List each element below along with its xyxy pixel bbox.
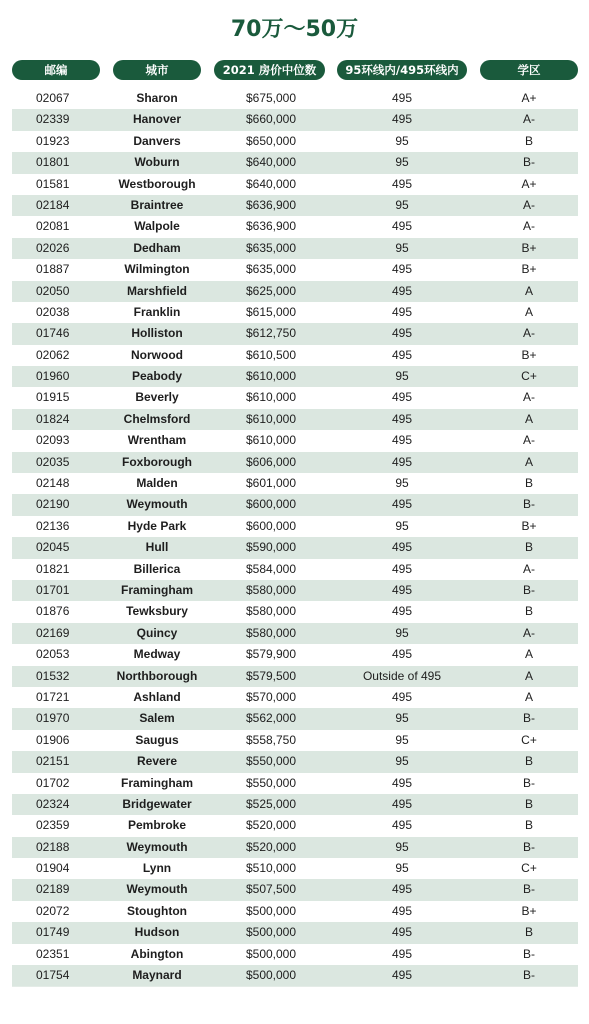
table-row	[12, 366, 578, 387]
price-cell: $510,000	[245, 861, 297, 876]
price-cell: $610,000	[245, 433, 297, 448]
table-row	[12, 281, 578, 302]
city-cell: Sharon	[136, 91, 178, 105]
zip-cell: 01532	[36, 668, 70, 683]
city-cell: Beverly	[135, 390, 179, 405]
city-cell: Chelmsford	[123, 411, 191, 426]
school-district-cell: B-	[523, 155, 535, 170]
table-row	[12, 559, 578, 580]
price-cell: $636,900	[245, 219, 297, 234]
city-cell: Woburn	[134, 155, 180, 170]
ring-cell: 95	[395, 625, 409, 640]
price-cell: $550,000	[245, 775, 297, 790]
ring-cell: 495	[391, 411, 413, 426]
city-cell: Revere	[136, 754, 178, 769]
ring-cell: 495	[391, 433, 413, 448]
zip-cell: 02045	[36, 540, 70, 555]
city-cell: Norwood	[131, 347, 183, 362]
ring-cell: 495	[391, 540, 413, 555]
zip-cell: 01746	[36, 326, 70, 341]
school-district-cell: B-	[523, 775, 535, 790]
table-row	[12, 494, 578, 515]
table-row	[12, 601, 578, 622]
table-row	[12, 302, 578, 323]
city-cell: Peabody	[131, 369, 182, 384]
price-cell: $625,000	[245, 283, 297, 298]
ring-cell: 495	[391, 176, 413, 191]
school-district-cell: B	[524, 925, 533, 940]
school-district-cell: B+	[521, 240, 537, 255]
table-row	[12, 131, 578, 152]
price-cell: $635,000	[245, 240, 297, 255]
zip-cell: 01821	[36, 561, 70, 576]
school-district-cell: A	[524, 689, 533, 704]
school-district-cell: A-	[523, 219, 535, 234]
ring-cell: 495	[391, 390, 413, 405]
price-cell: $520,000	[245, 818, 297, 833]
school-district-cell: B-	[523, 968, 535, 983]
price-cell: $600,000	[245, 518, 297, 533]
ring-cell: 495	[391, 219, 413, 234]
table-row	[12, 687, 578, 708]
school-district-cell: B-	[523, 839, 535, 854]
price-cell: $635,000	[245, 262, 297, 277]
price-cell: $636,900	[245, 197, 297, 212]
zip-cell: 02184	[36, 197, 70, 212]
city-cell: Hudson	[134, 925, 180, 940]
school-district-cell: B	[524, 604, 533, 619]
price-cell: $500,000	[245, 946, 297, 961]
ring-cell: 495	[391, 283, 413, 298]
ring-cell: 495	[391, 796, 413, 811]
zip-cell: 01801	[36, 155, 70, 170]
ring-cell: 495	[391, 882, 413, 897]
ring-cell: 95	[395, 369, 409, 384]
table-row	[12, 387, 578, 408]
city-cell: Weymouth	[126, 497, 188, 512]
price-cell: $580,000	[245, 625, 297, 640]
header-ring: 95环线内/495环线内	[337, 60, 467, 80]
city-cell: Malden	[136, 476, 178, 491]
table-row	[12, 409, 578, 430]
table-row	[12, 730, 578, 751]
table-row	[12, 794, 578, 815]
price-cell: $650,000	[245, 133, 297, 148]
price-cell: $558,750	[245, 732, 297, 747]
page-title: 70万～50万	[230, 17, 359, 42]
price-cell: $601,000	[245, 476, 297, 491]
school-district-cell: A	[524, 647, 533, 662]
price-cell: $570,000	[245, 689, 297, 704]
zip-cell: 02038	[36, 304, 70, 319]
ring-cell: 495	[391, 818, 413, 833]
city-cell: Weymouth	[126, 839, 188, 854]
price-cell: $590,000	[245, 540, 297, 555]
school-district-cell: A-	[523, 326, 535, 341]
price-cell: $580,000	[245, 604, 297, 619]
zip-cell: 01876	[36, 604, 70, 619]
table-bottom-divider	[12, 986, 578, 987]
ring-cell: 495	[391, 304, 413, 319]
school-district-cell: C+	[521, 861, 537, 876]
table-row	[12, 837, 578, 858]
zip-cell: 02148	[36, 476, 70, 491]
zip-cell: 02359	[36, 818, 70, 833]
school-district-cell: B+	[521, 903, 537, 918]
school-district-cell: B+	[521, 262, 537, 277]
school-district-cell: B+	[521, 347, 537, 362]
school-district-cell: B-	[523, 882, 535, 897]
ring-cell: 95	[395, 754, 409, 769]
price-cell: $640,000	[245, 176, 297, 191]
ring-cell: 495	[391, 582, 413, 597]
school-district-cell: A-	[523, 112, 535, 127]
table-row	[12, 773, 578, 794]
school-district-cell: A	[524, 668, 533, 683]
table-row	[12, 174, 578, 195]
price-cell: $550,000	[245, 754, 297, 769]
school-district-cell: B	[524, 540, 533, 555]
city-cell: Holliston	[131, 326, 183, 341]
zip-cell: 01702	[36, 775, 70, 790]
city-cell: Wrentham	[127, 433, 187, 448]
price-cell: $660,000	[245, 112, 297, 127]
zip-cell: 02351	[36, 946, 70, 961]
zip-cell: 02189	[36, 882, 70, 897]
zip-cell: 01904	[36, 861, 70, 876]
price-cell: $579,500	[245, 668, 297, 683]
zip-cell: 01906	[36, 732, 70, 747]
ring-cell: 495	[391, 112, 413, 127]
table-row	[12, 473, 578, 494]
city-cell: Hanover	[132, 112, 182, 127]
zip-cell: 01887	[36, 262, 70, 277]
price-cell: $500,000	[245, 968, 297, 983]
zip-cell: 01581	[36, 176, 70, 191]
ring-cell: 495	[391, 946, 413, 961]
zip-cell: 01701	[36, 582, 70, 597]
ring-cell: Outside of 495	[362, 668, 442, 683]
zip-cell: 02324	[36, 796, 70, 811]
zip-cell: 02035	[36, 454, 70, 469]
city-cell: Quincy	[136, 625, 178, 640]
zip-cell: 01824	[36, 411, 70, 426]
header-city: 城市	[113, 60, 201, 80]
zip-cell: 02169	[36, 625, 70, 640]
price-cell: $610,500	[245, 347, 297, 362]
ring-cell: 495	[391, 604, 413, 619]
zip-cell: 01749	[36, 925, 70, 940]
table-row	[12, 922, 578, 943]
city-cell: Saugus	[135, 732, 179, 747]
school-district-cell: B	[524, 754, 533, 769]
city-cell: Danvers	[133, 133, 181, 148]
city-cell: Northborough	[116, 668, 198, 683]
city-cell: Medway	[133, 647, 181, 662]
zip-cell: 02190	[36, 497, 70, 512]
table-row	[12, 452, 578, 473]
table-row	[12, 965, 578, 986]
city-cell: Stoughton	[127, 903, 187, 918]
city-cell: Billerica	[133, 561, 181, 576]
school-district-cell: B	[524, 476, 533, 491]
city-cell: Maynard	[132, 968, 182, 983]
ring-cell: 495	[391, 903, 413, 918]
school-district-cell: B-	[523, 497, 535, 512]
table-row	[12, 195, 578, 216]
zip-cell: 02050	[36, 283, 70, 298]
school-district-cell: B-	[523, 946, 535, 961]
city-cell: Pembroke	[127, 818, 187, 833]
ring-cell: 495	[391, 497, 413, 512]
zip-cell: 02081	[36, 219, 70, 234]
header-price: 2021 房价中位数	[214, 60, 325, 80]
table-row	[12, 88, 578, 109]
zip-cell: 02093	[36, 433, 70, 448]
zip-cell: 02062	[36, 347, 70, 362]
ring-cell: 495	[391, 775, 413, 790]
ring-cell: 95	[395, 476, 409, 491]
zip-cell: 02053	[36, 647, 70, 662]
header-zip: 邮编	[12, 60, 100, 80]
ring-cell: 495	[391, 689, 413, 704]
ring-cell: 95	[395, 197, 409, 212]
table-row	[12, 858, 578, 879]
school-district-cell: B-	[523, 582, 535, 597]
city-cell: Dedham	[133, 240, 181, 255]
price-cell: $615,000	[245, 304, 297, 319]
ring-cell: 95	[395, 518, 409, 533]
city-cell: Bridgewater	[122, 796, 192, 811]
zip-cell: 02339	[36, 112, 70, 127]
zip-cell: 02067	[36, 91, 70, 105]
school-district-cell: B-	[523, 711, 535, 726]
zip-cell: 02072	[36, 903, 70, 918]
school-district-cell: A-	[523, 197, 535, 212]
ring-cell: 495	[391, 647, 413, 662]
school-district-cell: A-	[523, 390, 535, 405]
school-district-cell: A	[524, 304, 533, 319]
city-cell: Abington	[130, 946, 184, 961]
header-school: 学区	[480, 60, 578, 80]
zip-cell: 01923	[36, 133, 70, 148]
city-cell: Wilmington	[124, 262, 190, 277]
table-row	[12, 580, 578, 601]
table-row	[12, 516, 578, 537]
city-cell: Hull	[145, 540, 169, 555]
ring-cell: 495	[391, 91, 413, 105]
table-row	[12, 259, 578, 280]
city-cell: Foxborough	[122, 454, 192, 469]
school-district-cell: B	[524, 818, 533, 833]
price-cell: $584,000	[245, 561, 297, 576]
city-cell: Franklin	[133, 304, 181, 319]
price-cell: $507,500	[245, 882, 297, 897]
school-district-cell: C+	[521, 369, 537, 384]
price-cell: $606,000	[245, 454, 297, 469]
city-cell: Walpole	[134, 219, 180, 234]
price-cell: $610,000	[245, 369, 297, 384]
ring-cell: 95	[395, 861, 409, 876]
city-cell: Framingham	[120, 775, 193, 790]
zip-cell: 01960	[36, 369, 70, 384]
ring-cell: 495	[391, 925, 413, 940]
table-row	[12, 152, 578, 173]
table-row	[12, 708, 578, 729]
price-cell: $562,000	[245, 711, 297, 726]
zip-cell: 01915	[36, 390, 70, 405]
school-district-cell: A-	[523, 433, 535, 448]
school-district-cell: A-	[523, 561, 535, 576]
ring-cell: 495	[391, 326, 413, 341]
ring-cell: 95	[395, 133, 409, 148]
city-cell: Westborough	[118, 176, 196, 191]
ring-cell: 495	[391, 347, 413, 362]
price-cell: $580,000	[245, 582, 297, 597]
school-district-cell: B+	[521, 518, 537, 533]
zip-cell: 01754	[36, 968, 70, 983]
price-cell: $520,000	[245, 839, 297, 854]
city-cell: Braintree	[130, 197, 184, 212]
table-row	[12, 430, 578, 451]
table-row	[12, 323, 578, 344]
school-district-cell: B	[524, 133, 533, 148]
ring-cell: 495	[391, 262, 413, 277]
table-row	[12, 815, 578, 836]
school-district-cell: A	[524, 411, 533, 426]
school-district-cell: A+	[521, 176, 537, 191]
table-row	[12, 879, 578, 900]
zip-cell: 02188	[36, 839, 70, 854]
ring-cell: 95	[395, 732, 409, 747]
price-cell: $610,000	[245, 390, 297, 405]
ring-cell: 95	[395, 155, 409, 170]
city-cell: Framingham	[120, 582, 193, 597]
table-header	[0, 60, 589, 80]
school-district-cell: C+	[521, 732, 537, 747]
zip-cell: 02026	[36, 240, 70, 255]
ring-cell: 495	[391, 561, 413, 576]
table-row	[12, 623, 578, 644]
price-cell: $500,000	[245, 925, 297, 940]
city-cell: Salem	[139, 711, 175, 726]
price-cell: $640,000	[245, 155, 297, 170]
table-row	[12, 109, 578, 130]
city-cell: Marshfield	[126, 283, 187, 298]
city-cell: Lynn	[142, 861, 172, 876]
price-cell: $600,000	[245, 497, 297, 512]
zip-cell: 02151	[36, 754, 70, 769]
table-row	[12, 216, 578, 237]
table-row	[12, 666, 578, 687]
table-row	[12, 345, 578, 366]
school-district-cell: A	[524, 454, 533, 469]
ring-cell: 495	[391, 454, 413, 469]
city-cell: Weymouth	[126, 882, 188, 897]
table-row	[12, 751, 578, 772]
school-district-cell: A+	[521, 91, 537, 105]
city-cell: Hyde Park	[127, 518, 187, 533]
table-row	[12, 537, 578, 558]
zip-cell: 01721	[36, 689, 70, 704]
price-cell: $675,000	[245, 91, 297, 105]
price-cell: $579,900	[245, 647, 297, 662]
ring-cell: 95	[395, 240, 409, 255]
school-district-cell: A-	[523, 625, 535, 640]
price-cell: $525,000	[245, 796, 297, 811]
table-row	[12, 238, 578, 259]
zip-cell: 01970	[36, 711, 70, 726]
table-row	[12, 644, 578, 665]
table-row	[12, 901, 578, 922]
ring-cell: 95	[395, 839, 409, 854]
school-district-cell: B	[524, 796, 533, 811]
price-cell: $612,750	[245, 326, 297, 341]
city-cell: Ashland	[133, 689, 181, 704]
ring-cell: 495	[391, 968, 413, 983]
ring-cell: 95	[395, 711, 409, 726]
school-district-cell: A	[524, 283, 533, 298]
city-cell: Tewksbury	[126, 604, 188, 619]
price-cell: $610,000	[245, 411, 297, 426]
zip-cell: 02136	[36, 518, 70, 533]
table-row	[12, 944, 578, 965]
price-cell: $500,000	[245, 903, 297, 918]
data-table	[12, 88, 578, 986]
